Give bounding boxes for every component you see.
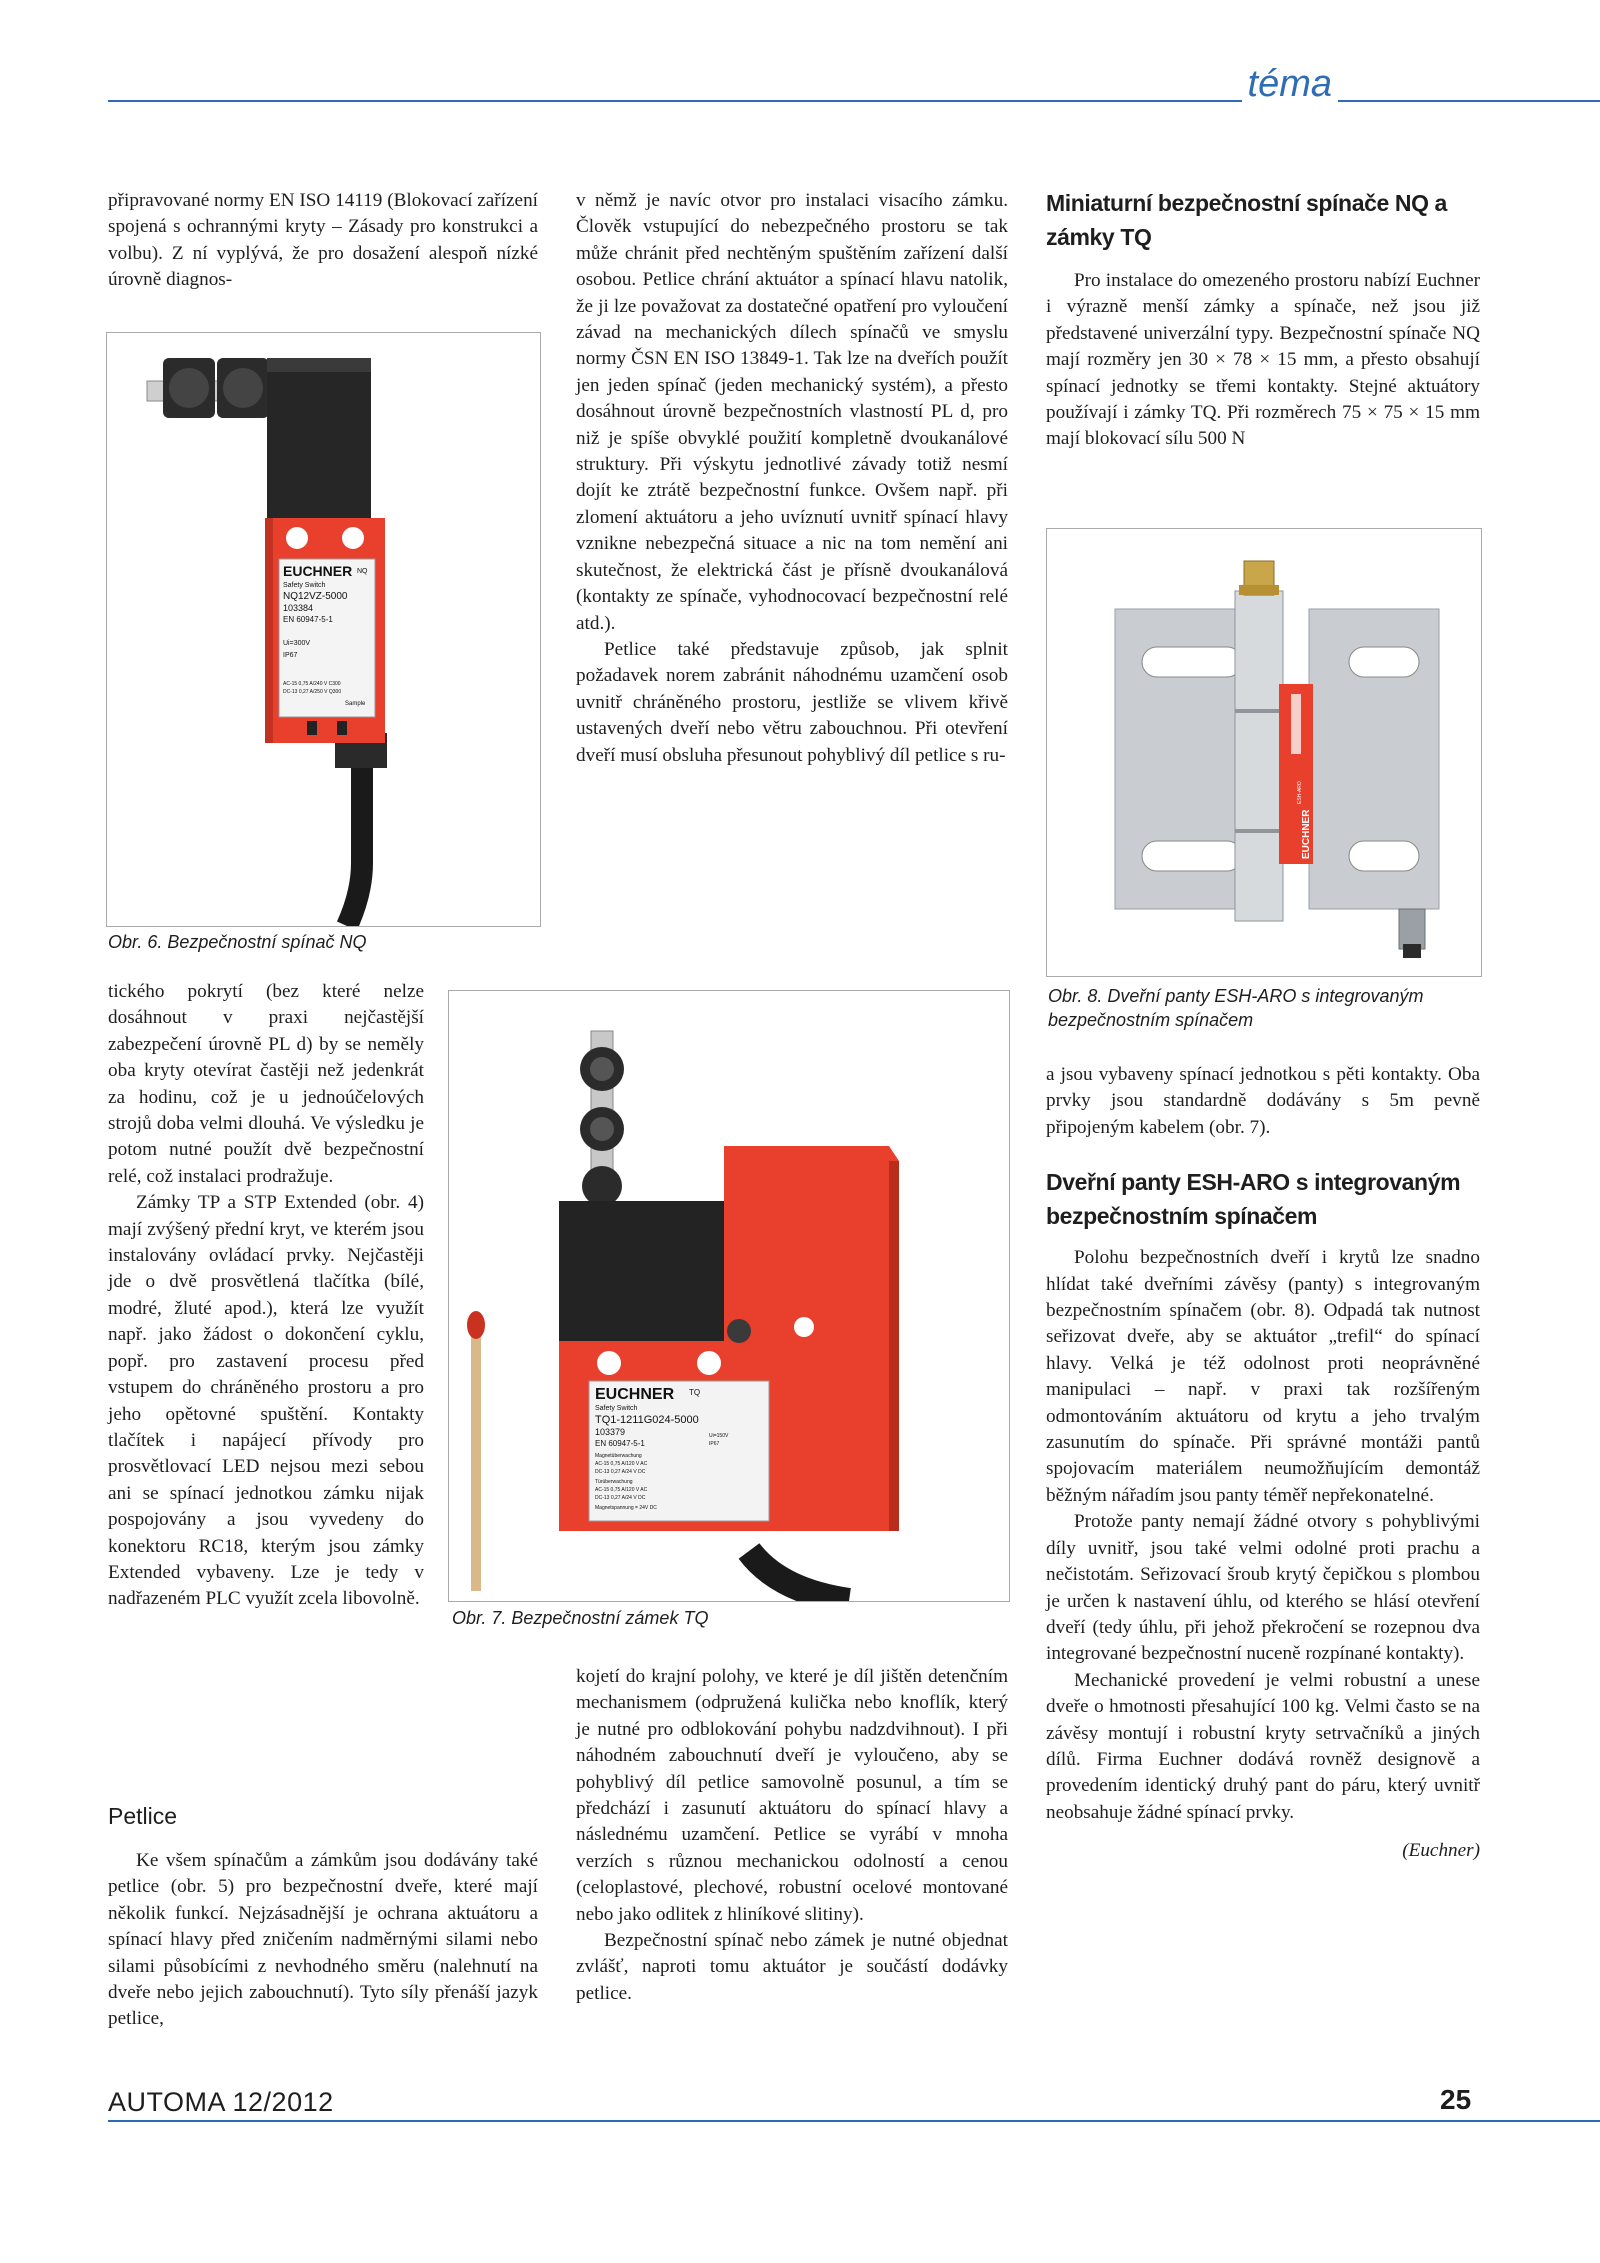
section-label: téma	[1242, 62, 1338, 106]
paragraph: připravované normy EN ISO 14119 (Blokovací zařízení spojená s ochrannými kryty – Zásady pro konstrukci a volbu). Z ní vyplývá, že pro dosažení alespoň nízké úrovně diagnos-	[108, 190, 538, 291]
figure-8-caption: Obr. 8. Dveřní panty ESH-ARO s integrovaným bezpečnostním spínačem	[1048, 986, 1424, 1030]
fig6-brand: EUCHNER	[283, 563, 353, 579]
paragraph: tického pokrytí (bez které nelze dosáhnout v praxi nejčastější zabezpečení úrovně PL d) by se neměly oba kryty otevírat častěji než jedenkrát za hodinu, což je u jednoúčelových strojů doba velmi dlouhá. Ve výsledku je potom nutné použít dvě bezpečnostní relé, což instalaci prodražuje.	[108, 981, 424, 1187]
fig7-standard: EN 60947-5-1	[595, 1439, 645, 1448]
fig8-brand: EUCHNER	[1301, 809, 1312, 859]
paragraph: Protože panty nemají žádné otvory s pohyblivými díly uvnitř, jsou také velmi odolné proti prachu a nečistotám. Seřizovací šroub krytý čepičkou s plombou je určen k nastavení úhlu, od kterého se hlásí otevření dveří (tedy úhlu, při jehož překročení se rozepnou dva integrované bezpečnostní nuceně rozpínané kontakty).	[1046, 1511, 1480, 1665]
paragraph: Bezpečnostní spínač nebo zámek je nutné objednat zvlášť, naproti tomu aktuátor je součástí dodávky petlice.	[576, 1930, 1008, 2004]
fig7-spec7: AC-15 0,75 A/120 V AC	[595, 1487, 648, 1493]
page-number: 25	[1440, 2084, 1472, 2115]
fig6-order-no: 103384	[283, 603, 314, 613]
section-heading-esh-aro: Dveřní panty ESH-ARO s integrovaným bezpečnostním spínačem	[1046, 1169, 1461, 1230]
fig7-spec9: Magnetspannung = 24V DC	[595, 1505, 657, 1511]
paragraph: Mechanické provedení je velmi robustní a unese dveře o hmotnosti přesahující 100 kg. Velmi často se na závěsy montují i robustní kryty setrvačníků a jiných dílů. Firma Euchner dodává rovněž designově a provedením identický druhý pant do páru, který uvnitř neobsahuje žádné spínací prvky.	[1046, 1669, 1480, 1823]
fig6-standard: EN 60947-5-1	[283, 615, 333, 624]
column-2-top	[576, 188, 1008, 769]
safety-lock-tq-image	[449, 991, 1009, 1601]
fig7-spec8: DC-13 0,27 A/24 V DC	[595, 1495, 646, 1501]
figure-7	[448, 990, 1010, 1602]
fig7-spec3: Magnetüberwachung	[595, 1453, 642, 1459]
fig6-spec3: AC-15 0,75 A/240 V C300	[283, 681, 341, 687]
door-hinge-esh-aro-image	[1047, 529, 1481, 976]
column-2-bottom	[576, 1664, 1008, 2007]
figure-6-caption: Obr. 6. Bezpečnostní spínač NQ	[108, 932, 367, 952]
fig7-spec2: IP67	[709, 1441, 720, 1447]
fig6-model-tag: NQ	[357, 568, 368, 575]
fig7-spec5: DC-13 0,27 A/24 V DC	[595, 1469, 646, 1475]
fig6-spec5: Sample	[345, 701, 366, 707]
fig7-model: TQ1-1211G024-5000	[595, 1414, 699, 1426]
paragraph: Petlice také představuje způsob, jak splnit požadavek norem zabránit náhodnému uzamčení osob uvnitř chráněného prostoru, jestliže se vlivem křivě ustavených dveří nebo větru zabouchnou. Při otevření dveří musí obsluha přesunout pohyblivý díl petlice s ru-	[576, 638, 1008, 766]
paragraph: a jsou vybaveny spínací jednotkou s pěti kontakty. Oba prvky jsou standardně dodávány s 5m pevně připojeným kabelem (obr. 7).	[1046, 1064, 1480, 1138]
figure-8	[1046, 528, 1482, 977]
column-1-narrow	[108, 979, 424, 1613]
fig8-small-text: ESH-ARO	[1297, 781, 1303, 804]
safety-switch-nq-image	[107, 333, 540, 926]
fig7-order-no: 103379	[595, 1427, 626, 1437]
fig6-spec2: IP67	[283, 652, 298, 659]
footer-rule	[108, 2120, 1600, 2122]
fig7-spec6: Türüberwachung	[595, 1479, 633, 1485]
fig7-product-label: Safety Switch	[595, 1405, 638, 1412]
source-credit: (Euchner)	[1402, 1840, 1480, 1862]
column-3-top	[1046, 186, 1480, 453]
issue-label: AUTOMA 12/2012	[108, 2087, 334, 2117]
paragraph: v němž je navíc otvor pro instalaci visacího zámku. Člověk vstupující do nebezpečného prostoru se tak může chránit před nechtěným spuštěním zařízení další osobou. Petlice chrání aktuátor a spínací hlavu natolik, že ji lze považovat za dostatečné opatření pro vyloučení závad na mechanických dílech spínačů ve smyslu normy ČSN EN ISO 13849-1. Tak lze na dveřích použít jen jeden spínač (jeden mechanický systém), a přesto dosáhnout úrovně bezpečnostních vlastností PL d, pro niž je spíše obvyklé použití kompletně dvoukanálové struktury. Při výskytu jednotlivé závady totiž nesmí dojít ke ztrátě bezpečnostní funkce. Ovšem např. při zlomení aktuátoru a jeho uvíznutí uvnitř spínací hlavy vznikne nebezpečná situace a nic na tom nemění ani skutečnost, že elektrická část je přísně dvoukanálová (kontakty ze spínače, vyhodnocovací bezpečnostní relé atd.).	[576, 190, 1008, 634]
figure-6	[106, 332, 541, 927]
section-heading-petlice: Petlice	[108, 1803, 178, 1829]
header-rule	[108, 100, 1600, 102]
column-1-top	[108, 188, 538, 294]
fig7-spec1: Ui=150V	[709, 1433, 729, 1439]
fig6-product-label: Safety Switch	[283, 582, 326, 589]
paragraph: Pro instalace do omezeného prostoru nabízí Euchner i výrazně menší zámky a spínače, než jsou již představené univerzální typy. Bezpečnostní spínače NQ mají rozměry jen 30 × 78 × 15 mm, a přesto obsahují spínací jednotky se třemi kontakty. Stejné aktuátory používají i zámky TQ. Při rozměrech 75 × 75 × 15 mm mají blokovací sílu 500 N	[1046, 270, 1480, 450]
paragraph: kojetí do krajní polohy, ve které je díl jištěn detenčním mechanismem (odpružená kulička nebo knoflík, který je nutné pro odblokování pohybu nadzdvihnout). I při náhodném zabouchnutí dveří je vyloučeno, aby se pohyblivý díl petlice samovolně posunul, a tím se předchází i zasunutí aktuátoru do spínací hlavy a následnému uzamčení. Petlice se vyrábí v mnoha verzích s různou mechanickou odolností a cenou (celoplastové, plechové, robustní ocelové montované nebo jako odlitek z hliníkové slitiny).	[576, 1666, 1008, 1925]
fig6-spec1: Ui=300V	[283, 640, 311, 647]
figure-7-caption: Obr. 7. Bezpečnostní zámek TQ	[452, 1608, 709, 1628]
fig6-model: NQ12VZ-5000	[283, 591, 348, 602]
fig7-brand: EUCHNER	[595, 1386, 675, 1403]
fig7-spec4: AC-15 0,75 A/120 V AC	[595, 1461, 648, 1467]
column-3-bottom	[1046, 1062, 1480, 1865]
fig7-model-tag: TQ	[689, 1388, 701, 1397]
paragraph: Zámky TP a STP Extended (obr. 4) mají zvýšený přední kryt, ve kterém jsou instalovány ovládací prvky. Nejčastěji jde o dvě prosvětlená tlačítka (bílé, modré, žluté apod.), která lze využít např. jako žádost o dokončení cyklu, popř. pro zastavení procesu před vstupem do chráněného prostoru a pro jeho opětovné spuštění. Kontakty tlačítek i napájecí přívody pro prosvětlovací LED nejsou mezi sebou ani se spínací jednotkou zámku nijak pospojovány a jsou vyvedeny do konektoru RC18, kterým jsou zámky Extended vybaveny. Lze je tedy v nadřazeném PLC využít zcela libovolně.	[108, 1192, 424, 1610]
paragraph: Polohu bezpečnostních dveří i krytů lze snadno hlídat také dveřními závěsy (panty) s integrovaným bezpečnostním spínačem (obr. 8). Odpadá tak nutnost seřizovat dveře, aby se aktuátor „trefil“ do spínací hlavy. Velká je též odolnost proti neoprávněné manipulaci – např. v praxi tak rozšířeným odmontováním aktuátoru od krytu a jeho trvalým zasunutím do spínače. Při správné montáži pantů spojovacím materiálem neumožňujícím demontáž běžným nářadím jsou panty téměř nepřekonatelné.	[1046, 1247, 1480, 1506]
column-1-bottom	[108, 1800, 538, 2033]
fig6-spec4: DC-13 0,27 A/250 V Q300	[283, 689, 342, 695]
section-heading-nq-tq: Miniaturní bezpečnostní spínače NQ a zámky TQ	[1046, 190, 1447, 250]
paragraph: Ke všem spínačům a zámkům jsou dodávány také petlice (obr. 5) pro bezpečnostní dveře, které mají několik funkcí. Nejzásadnější je ochrana aktuátoru a spínací hlavy před zničením nadměrnými silami nebo silami působícími z nevhodného směru (nalehnutí na dveře nebo jejich zabouchnutí). Tyto síly přenáší jazyk petlice,	[108, 1850, 538, 2030]
